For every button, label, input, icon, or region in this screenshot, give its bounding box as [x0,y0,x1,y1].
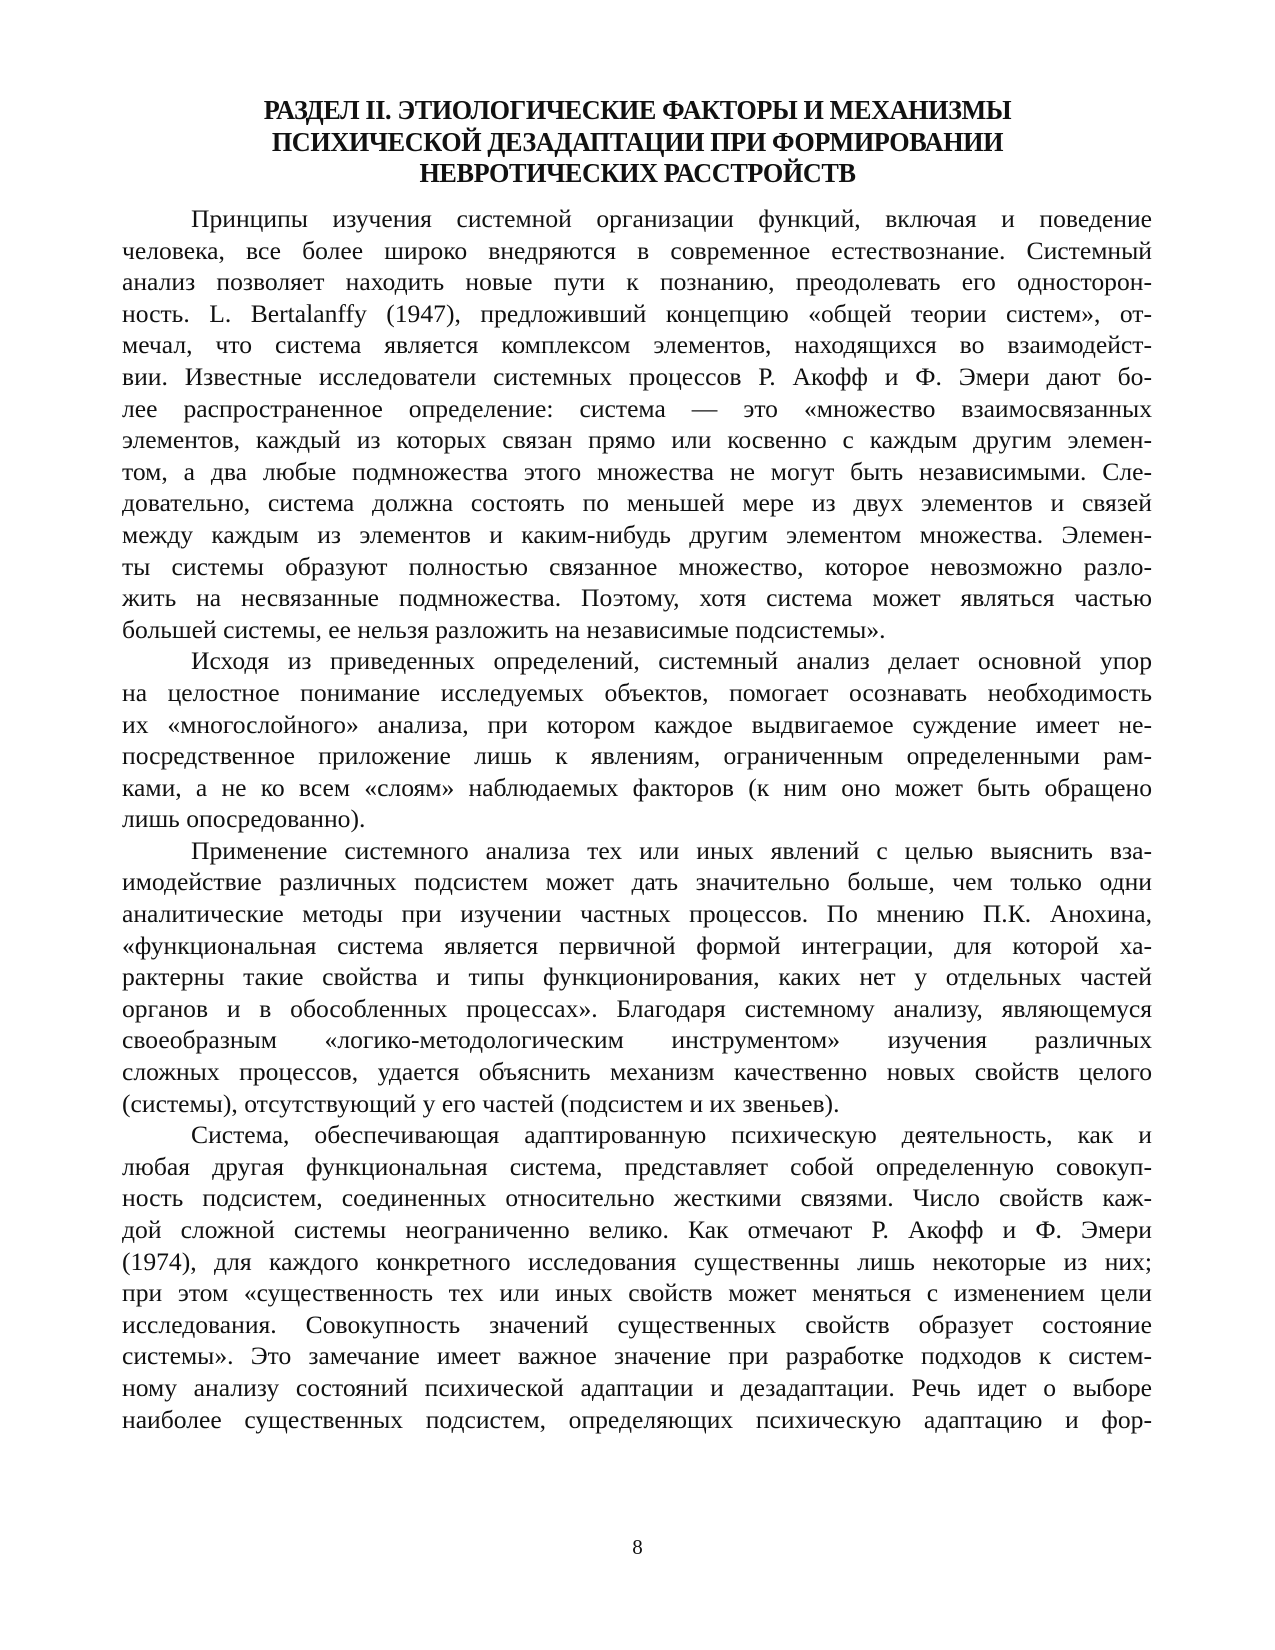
text-line: (1974), для каждого конкретного исследования существенны лишь некоторые из них; [122,1246,1152,1276]
text-line: мечал, что система является комплексом элементов, находящихся во взаимодейст- [122,330,1152,360]
text-line: ному анализу состояний психической адаптации и дезадаптации. Речь идет о выборе [122,1372,1152,1402]
page-number: 8 [632,1535,643,1559]
text-line: элементов, каждый из которых связан прямо или косвенно с каждым другим элемен- [122,425,1152,455]
text-line: Применение системного анализа тех или иных явлений с целью выяснить вза- [191,835,1152,865]
text-line: анализ позволяет находить новые пути к познанию, преодолевать его односторон- [122,267,1152,297]
text-line: посредственное приложение лишь к явлениям, ограниченным определенными рам- [122,741,1152,771]
text-line: сложных процессов, удается объяснить механизм качественно новых свойств целого [122,1057,1152,1087]
text-line: вии. Известные исследователи системных процессов Р. Акофф и Ф. Эмери дают бо- [122,361,1152,391]
section-heading-line-1: РАЗДЕЛ II. ЭТИОЛОГИЧЕСКИЕ ФАКТОРЫ И МЕХАНИЗМЫ [263,95,1012,125]
text-line: на целостное понимание исследуемых объектов, помогает осознавать необходимость [122,677,1152,707]
text-line: исследования. Совокупность значений существенных свойств образует состояние [122,1309,1152,1339]
text-line: их «многослойного» анализа, при котором каждое выдвигаемое суждение имеет не- [122,709,1152,739]
text-line: том, а два любые подмножества этого множества не могут быть независимыми. Сле- [122,456,1152,486]
section-heading-line-2: ПСИХИЧЕСКОЙ ДЕЗАДАПТАЦИИ ПРИ ФОРМИРОВАНИИ [271,126,1004,157]
paragraph-3 [122,835,1152,1119]
text-line: имодействие различных подсистем может дать значительно больше, чем только одни [122,867,1152,897]
text-line: системы». Это замечание имеет важное значение при разработке подходов к систем- [122,1341,1152,1371]
text-line: любая другая функциональная система, представляет собой определенную совокуп- [122,1151,1152,1181]
text-line: Система, обеспечивающая адаптированную психическую деятельность, как и [191,1120,1152,1150]
text-line: ность. L. Bertalanffy (1947), предложивший концепцию «общей теории систем», от- [122,298,1152,328]
text-line: ками, а не ко всем «слоям» наблюдаемых факторов (к ним оно может быть обращено [122,772,1152,802]
paragraph-2 [122,645,1152,835]
text-line: при этом «существенность тех или иных свойств может меняться с изменением цели [122,1278,1152,1308]
text-line: Исходя из приведенных определений, системный анализ делает основной упор [191,646,1152,676]
paragraph-4 [122,1119,1152,1435]
text-line: (системы), отсутствующий у его частей (подсистем и их звеньев). [122,1088,840,1118]
text-line: «функциональная система является первичной формой интеграции, для которой ха- [122,930,1152,960]
text-line: своеобразным «логико-методологическим инструментом» изучения различных [122,1025,1152,1055]
text-line: аналитические методы при изучении частных процессов. По мнению П.К. Анохина, [122,899,1152,929]
text-line: человека, все более широко внедряются в современное естествознание. Системный [122,235,1152,265]
text-line: рактерны такие свойства и типы функционирования, каких нет у отдельных частей [122,962,1152,992]
text-line: большей системы, ее нельзя разложить на независимые подсистемы». [122,614,886,644]
section-heading-line-3: НЕВРОТИЧЕСКИХ РАССТРОЙСТВ [419,158,856,188]
text-line: наиболее существенных подсистем, определяющих психическую адаптацию и фор- [122,1404,1152,1434]
text-line: дой сложной системы неограниченно велико. Как отмечают Р. Акофф и Ф. Эмери [122,1215,1152,1244]
text-line: лишь опосредованно). [122,804,366,834]
text-line: жить на несвязанные подмножества. Поэтому, хотя система может являться частью [122,583,1152,613]
paragraph-1 [122,203,1152,645]
text-line: органов и в обособленных процессах». Благодаря системному анализу, являющемуся [122,993,1152,1023]
text-line: ты системы образуют полностью связанное множество, которое невозможно разло- [122,551,1152,581]
text-line: лее распространенное определение: система — это «множество взаимосвязанных [122,393,1152,423]
text-line: Принципы изучения системной организации функций, включая и поведение [191,204,1152,233]
section-heading [136,95,1140,190]
text-line: ность подсистем, соединенных относительно жесткими связями. Число свойств каж- [122,1183,1152,1213]
text-line: довательно, система должна состоять по меньшей мере из двух элементов и связей [122,488,1152,518]
text-line: между каждым из элементов и каким-нибудь другим элементом множества. Элемен- [122,519,1152,549]
body-text [122,203,1152,1435]
